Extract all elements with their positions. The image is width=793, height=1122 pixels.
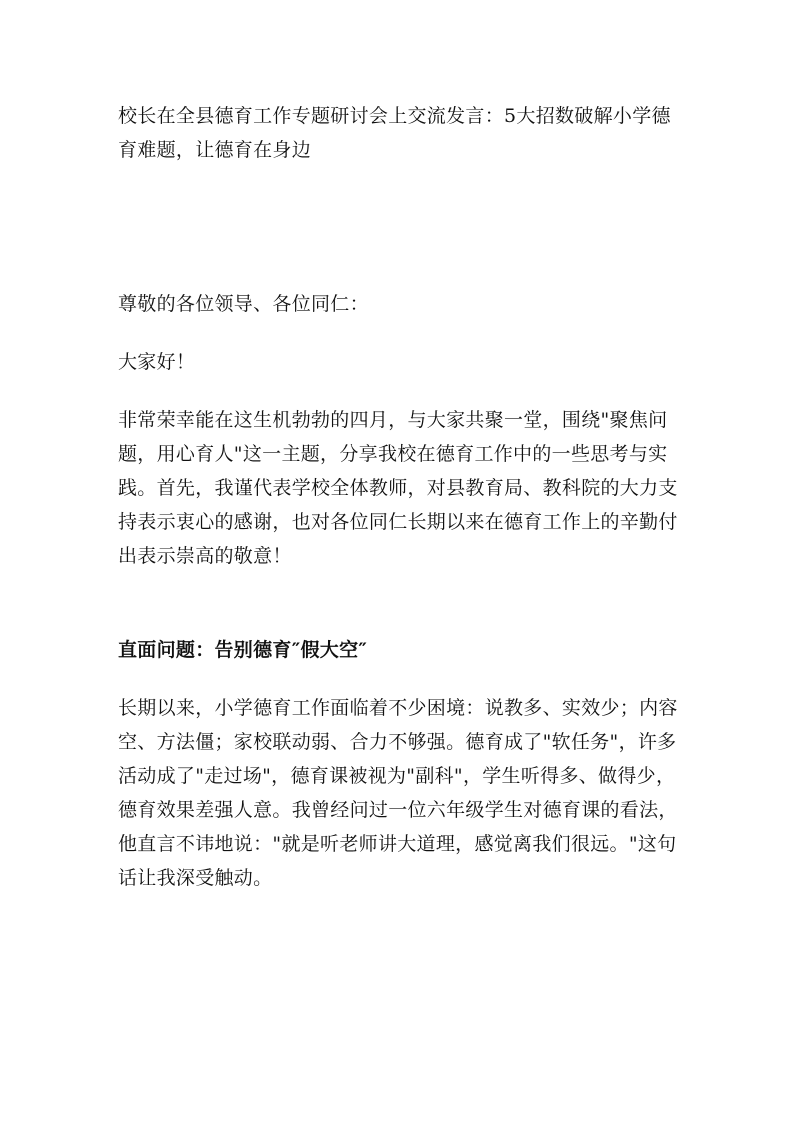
intro-paragraph: 非常荣幸能在这生机勃勃的四月，与大家共聚一堂，围绕"聚焦问题，用心育人"这一主题，分享我校在德育工作中的一些思考与实践。首先，我谨代表学校全体教师，对县教育局、教科院的大力支持表示衷心的感谢，也对各位同仁长期以来在德育工作上的辛勤付出表示崇高的敬意！ [118, 409, 678, 567]
hello-line: 大家好！ [118, 351, 196, 373]
greeting-line: 尊敬的各位领导、各位同仁： [118, 293, 369, 315]
body-paragraph: 长期以来，小学德育工作面临着不少困境：说教多、实效少；内容空、方法僵；家校联动弱、合力不够强。德育成了"软任务"，许多活动成了"走过场"，德育课被视为"副科"，学生听得多、做得少，德育效果差强人意。我曾经问过一位六年级学生对德育课的看法，他直言不讳地说："就是听老师讲大道理，感觉离我们很远。"这句话让我深受触动。 [118, 697, 678, 889]
document-title: 校长在全县德育工作专题研讨会上交流发言：5大招数破解小学德育难题，让德育在身边 [118, 105, 671, 161]
section-heading: 直面问题：告别德育″假大空″ [118, 639, 368, 661]
